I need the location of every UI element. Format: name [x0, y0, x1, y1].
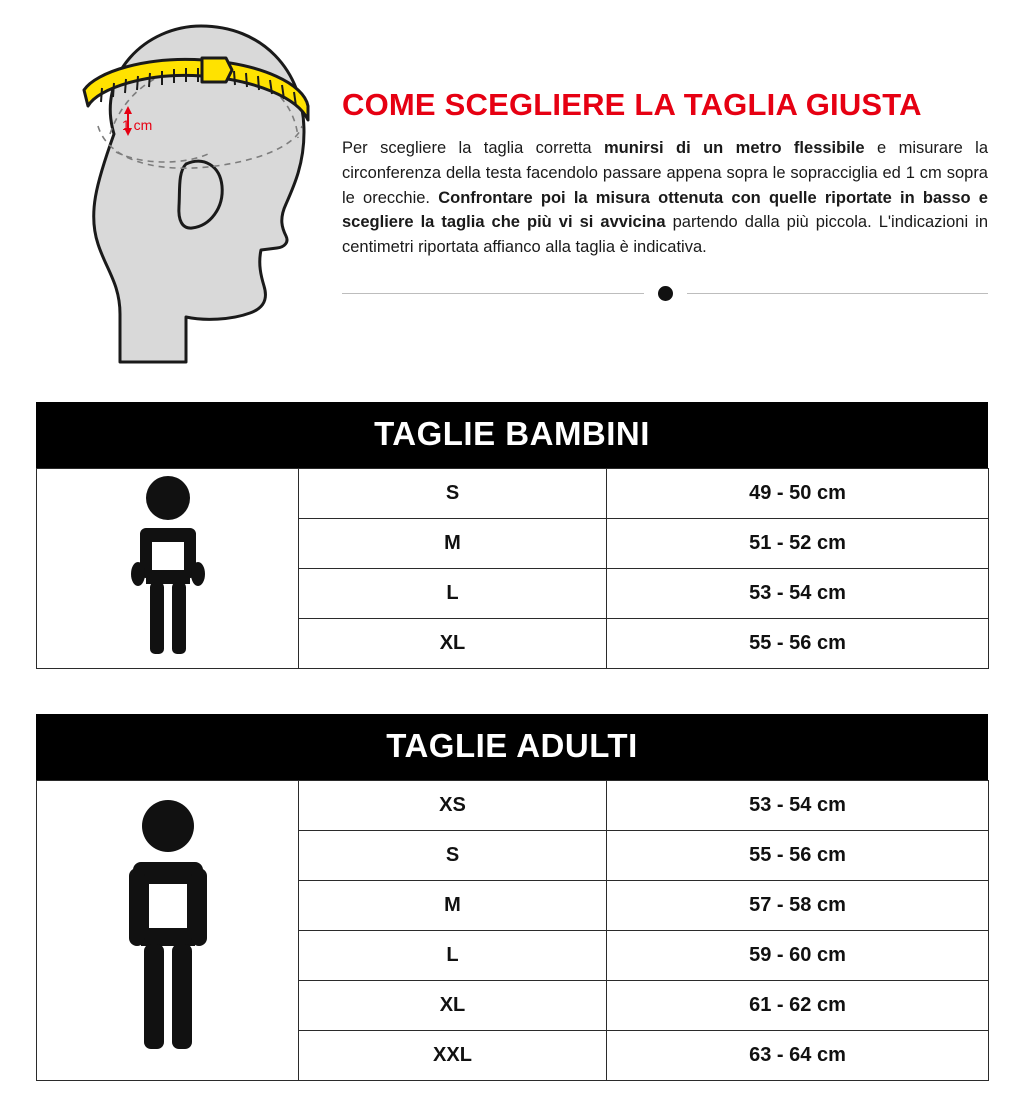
- size-label: M: [299, 519, 607, 569]
- intro-section: [0, 0, 1024, 364]
- adult-figure-cell: [37, 781, 299, 1081]
- size-cm: 55 - 56 cm: [607, 831, 989, 881]
- size-cm: 53 - 54 cm: [607, 781, 989, 831]
- table-block-bambini: [36, 402, 988, 669]
- size-label: L: [299, 569, 607, 619]
- intro-text-block: [326, 10, 988, 301]
- size-table-bambini: [36, 468, 989, 669]
- intro-text-1: Per scegliere la taglia corretta: [342, 139, 605, 158]
- divider-line-left: [342, 293, 644, 294]
- intro-text-2: e misurare la circonferenza della testa facendolo passare appena sopra le sopracciglia ed 1 cm sopra le orecchie.: [342, 139, 989, 207]
- table-block-adulti: [36, 714, 988, 1081]
- size-label: XL: [299, 619, 607, 669]
- intro-paragraph: [342, 136, 988, 260]
- table-row: [37, 781, 989, 831]
- intro-bold-1: munirsi di un metro flessibile: [604, 139, 865, 158]
- child-figure-cell: [37, 469, 299, 669]
- divider-dot: [658, 286, 673, 301]
- measure-label: 1 cm: [122, 117, 153, 133]
- table-title-bambini: TAGLIE BAMBINI: [36, 402, 988, 468]
- size-cm: 61 - 62 cm: [607, 981, 989, 1031]
- size-cm: 63 - 64 cm: [607, 1031, 989, 1081]
- size-cm: 53 - 54 cm: [607, 569, 989, 619]
- table-row: [37, 469, 989, 519]
- size-cm: 55 - 56 cm: [607, 619, 989, 669]
- size-cm: 51 - 52 cm: [607, 519, 989, 569]
- adult-figure-icon: [108, 798, 228, 1063]
- size-label: XL: [299, 981, 607, 1031]
- size-label: L: [299, 931, 607, 981]
- divider-line-right: [687, 293, 989, 294]
- size-label: S: [299, 831, 607, 881]
- head-illustration: [36, 10, 326, 364]
- intro-bold-2: Confrontare poi la misura ottenuta con quelle riportate in basso e scegliere la taglia che più vi si avvicina: [342, 188, 988, 232]
- table-title-adulti: TAGLIE ADULTI: [36, 714, 988, 780]
- head-with-measuring-tape-icon: [36, 14, 326, 364]
- size-table-adulti: [36, 780, 989, 1081]
- size-cm: 57 - 58 cm: [607, 881, 989, 931]
- size-label: S: [299, 469, 607, 519]
- size-cm: 59 - 60 cm: [607, 931, 989, 981]
- size-label: XXL: [299, 1031, 607, 1081]
- intro-text-3: partendo dalla più piccola. L'indicazioni in centimetri riportata affianco alla taglia è indicativa.: [342, 213, 988, 257]
- child-figure-icon: [113, 474, 223, 664]
- section-divider: [342, 286, 988, 301]
- page-title: COME SCEGLIERE LA TAGLIA GIUSTA: [342, 87, 922, 122]
- size-label: XS: [299, 781, 607, 831]
- size-label: M: [299, 881, 607, 931]
- size-cm: 49 - 50 cm: [607, 469, 989, 519]
